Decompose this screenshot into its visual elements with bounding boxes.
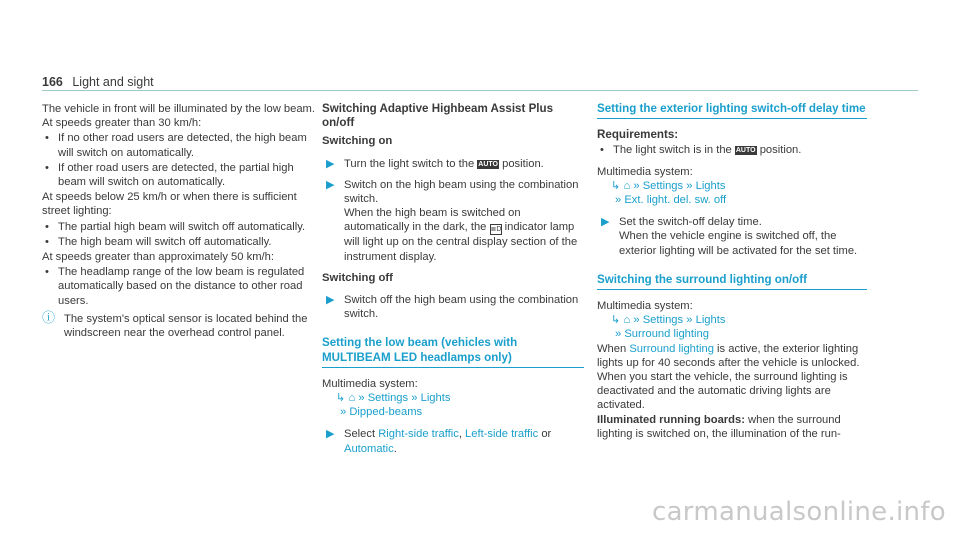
bullet-item bbox=[42, 161, 318, 189]
step-arrow-icon: ▶ bbox=[326, 178, 335, 191]
option-right-side-traffic: Right-side traffic bbox=[378, 428, 459, 441]
menu-path bbox=[615, 193, 867, 207]
page-number: 166 bbox=[42, 75, 63, 89]
step-item: ▶ Select Right-side traffic, Left-side traffic or Automatic. bbox=[326, 428, 552, 455]
column-2 bbox=[322, 102, 584, 463]
step-text: indicator lamp will light up on the central display section of the instrument display. bbox=[344, 221, 578, 263]
home-icon: ⌂ bbox=[348, 392, 356, 405]
bullet-item bbox=[597, 143, 867, 157]
step-arrow-icon: ▶ bbox=[601, 216, 610, 229]
step-text: or bbox=[541, 428, 552, 441]
auto-symbol-icon: AUTO bbox=[478, 160, 498, 168]
bullet-icon: • bbox=[45, 132, 49, 145]
bullet-item bbox=[42, 235, 318, 249]
enter-arrow-icon: ↳ bbox=[611, 314, 621, 327]
chevron-icon: » bbox=[411, 392, 418, 405]
option-automatic: Automatic bbox=[344, 442, 394, 455]
body-text: When bbox=[597, 342, 627, 355]
menu-ext-light-del: Ext. light. del. sw. off bbox=[624, 194, 727, 207]
surround-description bbox=[597, 342, 867, 413]
step-text: position. bbox=[502, 157, 544, 170]
high-beam-indicator-icon: ≣D bbox=[490, 226, 502, 234]
bullet-text: If no other road users are detected, the high beam will switch on automatically. bbox=[58, 132, 307, 159]
subheading-switching-on: Switching on bbox=[322, 135, 393, 148]
chevron-icon: » bbox=[615, 194, 622, 207]
chevron-icon: » bbox=[686, 179, 693, 192]
step-item bbox=[322, 178, 584, 264]
chevron-icon: » bbox=[615, 328, 622, 341]
bullet-icon: • bbox=[45, 266, 49, 279]
multimedia-label: Multimedia system: bbox=[597, 165, 693, 178]
menu-settings: Settings bbox=[367, 392, 409, 405]
bullet-text: The partial high beam will switch off automatically. bbox=[58, 220, 306, 233]
menu-settings: Settings bbox=[642, 179, 684, 192]
step-text: When the vehicle engine is switched off, the exterior lighting will be activated for the set time. bbox=[619, 230, 858, 257]
bullet-item bbox=[42, 265, 318, 308]
step-text: Switch on the high beam using the combination switch. bbox=[344, 178, 579, 206]
bullet-text: If other road users are detected, the partial high beam will switch on automatically. bbox=[58, 161, 294, 189]
step-text: When the high beam is switched on automatically in the dark, the bbox=[344, 207, 521, 234]
chevron-icon: » bbox=[340, 406, 347, 419]
menu-dipped-beams: Dipped-beams bbox=[349, 406, 423, 419]
section-heading-surround-lighting: Switching the surround lighting on/off bbox=[597, 273, 867, 290]
multimedia-label: Multimedia system: bbox=[597, 300, 693, 313]
surround-lighting-link: Surround lighting bbox=[629, 342, 714, 355]
chevron-icon: » bbox=[633, 314, 640, 327]
menu-path bbox=[611, 313, 867, 327]
header-rule bbox=[42, 90, 918, 91]
menu-settings: Settings bbox=[642, 314, 684, 327]
speed-above-30-text: At speeds greater than 30 km/h: bbox=[42, 117, 202, 130]
requirements-heading: Requirements: bbox=[597, 128, 679, 142]
menu-lights: Lights bbox=[695, 179, 726, 192]
note bbox=[42, 309, 318, 340]
bullet-text: The light switch is in the bbox=[613, 144, 732, 157]
section-heading: Switching Adaptive Highbeam Assist Plus on/off bbox=[322, 102, 554, 130]
body-text: when the surround lighting is switched on, the illumination of the run- bbox=[597, 413, 841, 440]
bullet-icon: • bbox=[45, 161, 49, 174]
speed-below-25-text: At speeds below 25 km/h or when there is sufficient street lighting: bbox=[42, 191, 297, 218]
home-icon: ⌂ bbox=[623, 314, 631, 327]
intro-text: The vehicle in front will be illuminated by the low beam. bbox=[42, 103, 315, 115]
chevron-icon: » bbox=[358, 392, 365, 405]
bullet-text: position. bbox=[759, 144, 802, 157]
menu-path bbox=[615, 327, 867, 341]
bullet-item bbox=[42, 131, 318, 159]
step-arrow-icon: ▶ bbox=[326, 428, 335, 441]
illuminated-boards-text bbox=[597, 413, 867, 441]
bullet-icon: • bbox=[600, 144, 604, 157]
bullet-text: The high beam will switch off automatically. bbox=[58, 235, 272, 248]
step-text: Select bbox=[344, 428, 376, 441]
speed-above-50-text: At speeds greater than approximately 50 km/h: bbox=[42, 251, 274, 264]
menu-lights: Lights bbox=[695, 314, 726, 327]
step-item bbox=[322, 293, 584, 321]
column-3 bbox=[597, 102, 867, 441]
chevron-icon: » bbox=[633, 179, 640, 192]
bullet-icon: • bbox=[45, 235, 49, 248]
info-icon: ⓘ bbox=[42, 309, 56, 325]
multimedia-label: Multimedia system: bbox=[322, 377, 418, 390]
menu-path bbox=[611, 179, 867, 193]
option-left-side-traffic: Left-side traffic bbox=[465, 428, 539, 441]
chevron-icon: » bbox=[686, 314, 693, 327]
illuminated-boards-label: Illuminated running boards: bbox=[597, 413, 745, 426]
column-1 bbox=[42, 102, 318, 340]
auto-symbol-icon: AUTO bbox=[735, 147, 756, 155]
bullet-item bbox=[42, 220, 318, 234]
step-text: Turn the light switch to the bbox=[344, 157, 475, 170]
section-title: Light and sight bbox=[72, 75, 154, 89]
body-text: is active, the exterior lighting lights up for 40 seconds after the vehicle is unlocked. When you start the vehicle, the surround lighting is deactivated and the automatic driving lights are activated. bbox=[597, 342, 860, 412]
menu-path bbox=[340, 405, 584, 419]
step-text: Set the switch-off delay time. bbox=[619, 216, 762, 229]
watermark: carmanualsonline.info bbox=[651, 497, 946, 527]
menu-path bbox=[336, 391, 584, 405]
menu-lights: Lights bbox=[420, 392, 451, 405]
step-item bbox=[322, 157, 584, 171]
step-item bbox=[597, 215, 867, 258]
section-heading-low-beam: Setting the low beam (vehicles with MULTIBEAM LED headlamps only) bbox=[322, 336, 584, 367]
bullet-text: The headlamp range of the low beam is regulated automatically based on the distance to other road users. bbox=[58, 266, 305, 307]
enter-arrow-icon: ↳ bbox=[611, 179, 621, 192]
home-icon: ⌂ bbox=[623, 179, 631, 192]
bullet-icon: • bbox=[45, 220, 49, 233]
note-text: The system's optical sensor is located behind the windscreen near the overhead control panel. bbox=[64, 312, 308, 340]
section-heading-delay-time: Setting the exterior lighting switch-off delay time bbox=[597, 102, 867, 119]
step-arrow-icon: ▶ bbox=[326, 157, 335, 170]
page-header bbox=[42, 75, 154, 89]
subheading-switching-off: Switching off bbox=[322, 271, 393, 284]
menu-surround-lighting: Surround lighting bbox=[624, 328, 709, 341]
enter-arrow-icon: ↳ bbox=[336, 392, 346, 405]
step-arrow-icon: ▶ bbox=[326, 294, 335, 307]
step-text: Switch off the high beam using the combination switch. bbox=[344, 294, 579, 321]
